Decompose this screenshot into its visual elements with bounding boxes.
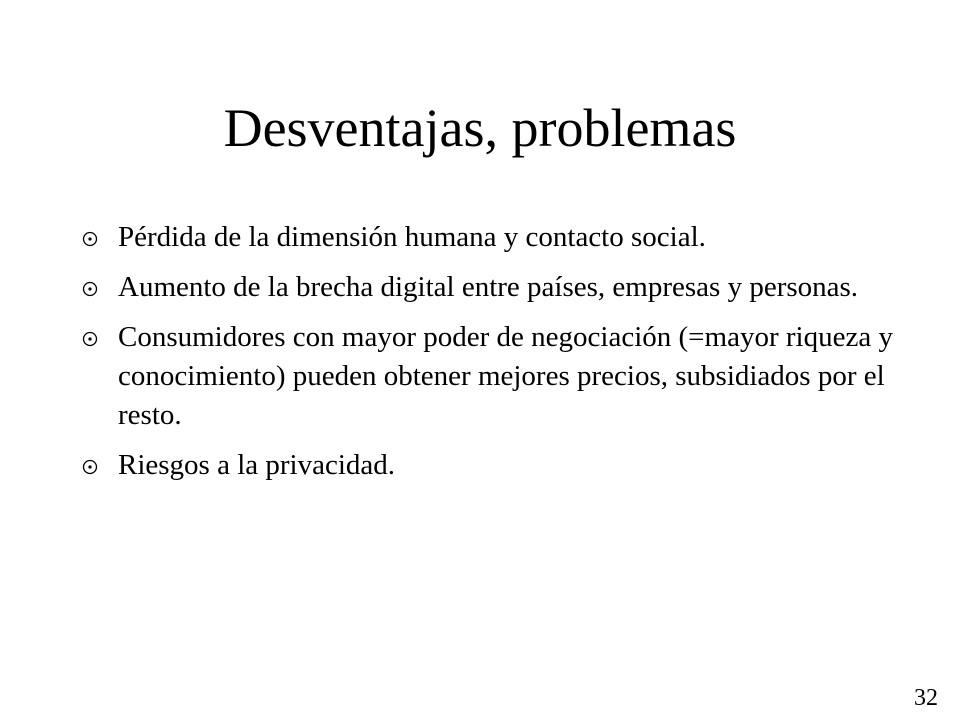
bullet-item <box>80 268 900 307</box>
page-number: 32 <box>914 685 938 711</box>
circled-dot-icon <box>82 331 98 347</box>
bullet-list <box>80 218 900 496</box>
bullet-text: Pérdida de la dimensión humana y contacto social. <box>118 221 706 253</box>
bullet-item <box>80 318 900 435</box>
circled-dot-icon <box>82 459 98 475</box>
bullet-text: Riesgos a la privacidad. <box>118 449 396 481</box>
bullet-text: Consumidores con mayor poder de negociación (=mayor riqueza y conocimiento) pueden obtener mejores precios, subsidiados por el resto. <box>118 321 893 431</box>
slide-title: Desventajas, problemas <box>223 98 737 158</box>
bullet-item <box>80 446 900 485</box>
circled-dot-icon <box>82 231 98 247</box>
bullet-text: Aumento de la brecha digital entre países, empresas y personas. <box>118 271 859 303</box>
bullet-item <box>80 218 900 257</box>
circled-dot-icon <box>82 281 98 297</box>
